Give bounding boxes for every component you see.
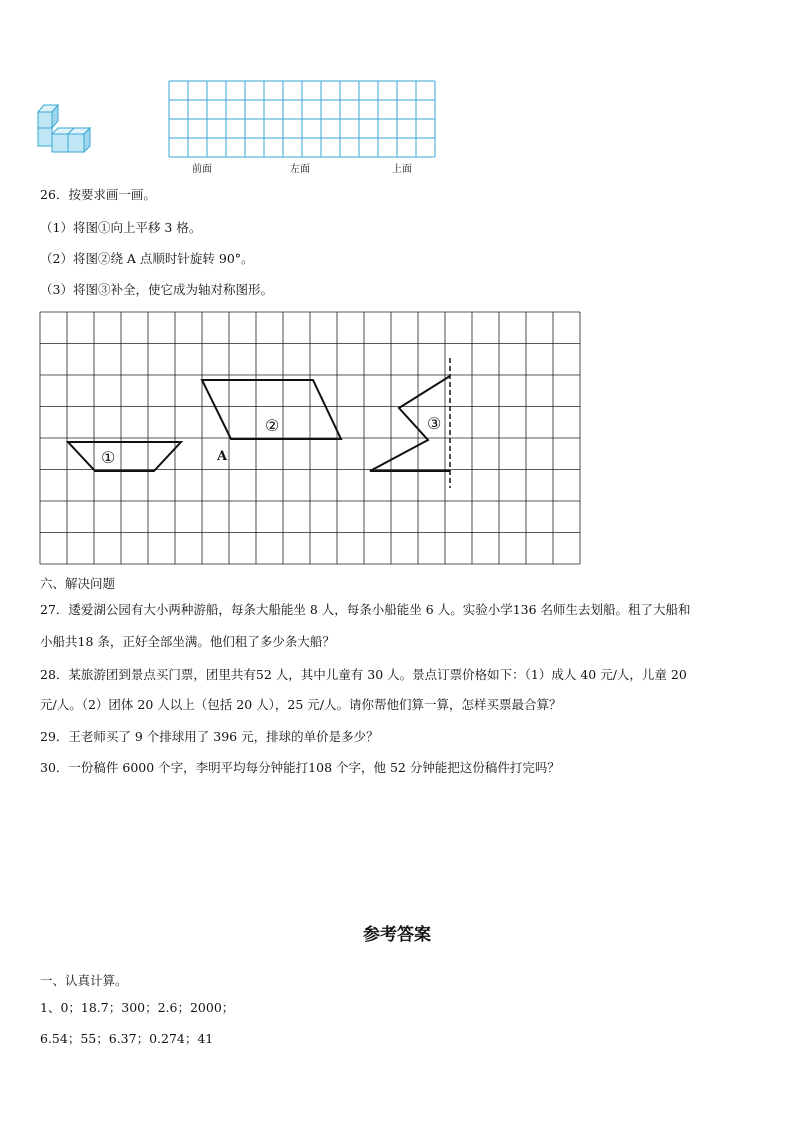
question-26-item-2: （2）将图②绕 A 点顺时针旋转 90°。 — [40, 251, 254, 266]
problem-28-line-2: 元/人。（2）团体 20 人以上（包括 20 人），25 元/人。请你帮他们算一算，怎样买票最合算？ — [40, 697, 562, 712]
left-view-label: 左面 — [290, 164, 310, 175]
transformation-grid — [38, 310, 588, 570]
shape-1-label: ① — [101, 448, 116, 467]
view-drawing-grid — [168, 80, 436, 158]
answers-line-1: 1、0；18.7；300；2.6；2000； — [40, 1000, 235, 1015]
answers-title: 参考答案 — [363, 925, 431, 945]
front-view-label: 前面 — [192, 164, 212, 175]
question-26-title: 26．按要求画一画。 — [40, 187, 156, 202]
section-6-title: 六、解决问题 — [40, 576, 116, 591]
shape-3-label: ③ — [427, 414, 442, 433]
question-26-item-1: （1）将图①向上平移 3 格。 — [40, 220, 202, 235]
top-view-label: 上面 — [392, 164, 412, 175]
problem-29: 29．王老师买了 9 个排球用了 396 元，排球的单价是多少？ — [40, 729, 379, 744]
answers-line-2: 6.54；55；6.37；0.274；41 — [40, 1031, 214, 1046]
shape-1-trapezoid — [68, 442, 181, 471]
cube-stack-illustration — [36, 100, 98, 158]
problem-27-line-1: 27．逶爱湖公园有大小两种游船，每条大船能坐 8 人，每条小船能坐 6 人。实验小学136 名师生去划船。租了大船和 — [40, 602, 691, 617]
question-26-item-3: （3）将图③补全，使它成为轴对称图形。 — [40, 282, 273, 297]
shape-2-label: ② — [265, 416, 280, 435]
point-a-label: A — [217, 449, 228, 464]
answers-section-1: 一、认真计算。 — [40, 973, 128, 988]
problem-30: 30．一份稿件 6000 个字，李明平均每分钟能打108 个字，他 52 分钟能把这份稿件打完吗？ — [40, 760, 560, 775]
problem-28-line-1: 28．某旅游团到景点买门票，团里共有52 人，其中儿童有 30 人。景点订票价格如下：（1）成人 40 元/人，儿童 20 — [40, 667, 687, 682]
problem-27-line-2: 小船共18 条，正好全部坐满。他们租了多少条大船？ — [40, 634, 335, 649]
